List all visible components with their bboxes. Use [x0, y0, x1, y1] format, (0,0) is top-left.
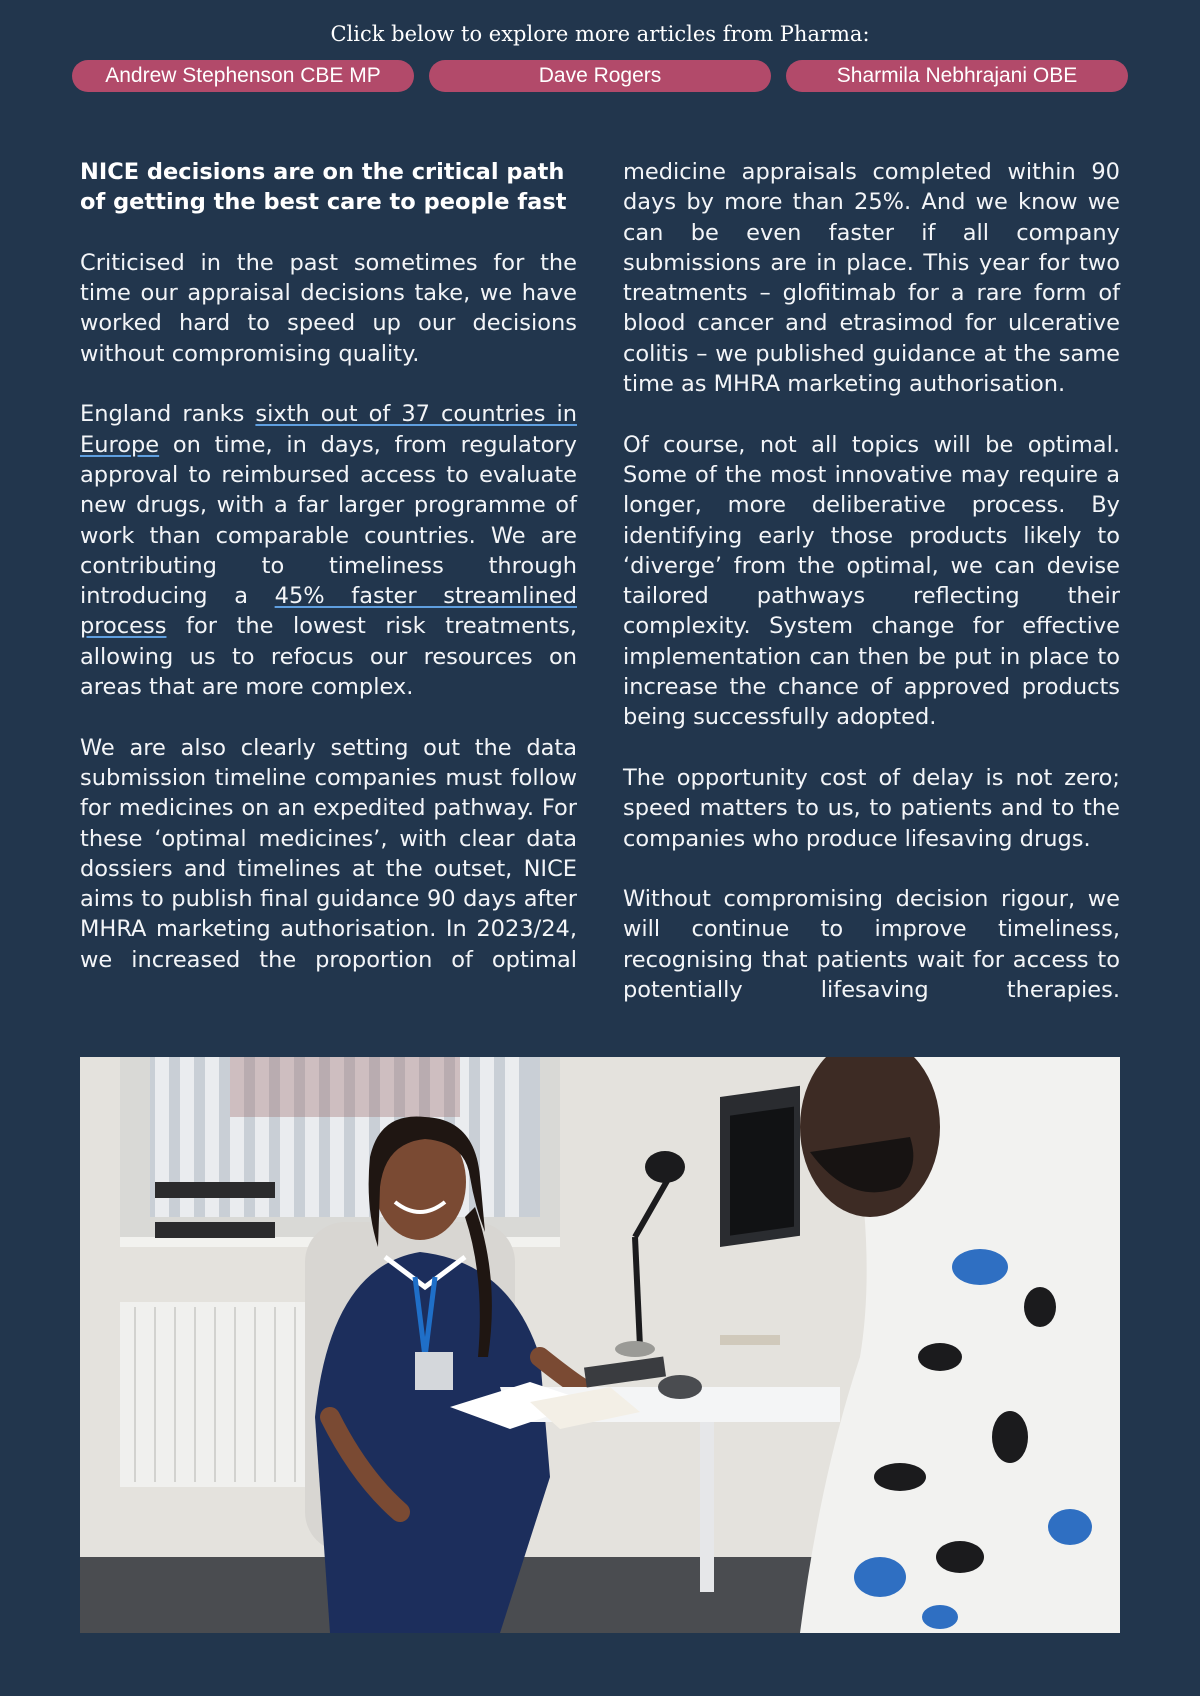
- article-link-sharmila-nebhrajani[interactable]: Sharmila Nebhrajani OBE: [786, 60, 1128, 92]
- paragraph-without-compromising: Without compromising decision rigour, we will continue to improve timeliness, recognising that patients wait for access to potentially lifesaving therapies.: [623, 886, 1120, 1004]
- section-heading: NICE decisions are on the critical path of getting the best care to people fast: [80, 159, 567, 216]
- explore-prompt: Click below to explore more articles from Pharma:: [330, 22, 870, 46]
- paragraph-opportunity-cost: The opportunity cost of delay is not zero; speed matters to us, to patients and to the companies who produce lifesaving drugs.: [623, 764, 1120, 852]
- article-column-right: [623, 157, 1120, 1005]
- paragraph-data-submission: We are also clearly setting out the data submission timeline companies must follow for medicines on an expedited pathway. For these ‘optimal medicines’, with clear data dossiers and timelines at the outset, NICE aims to publish final guidance 90 days after MHRA marketing authorisation. In 2023/24, we increased the proportion of optimal: [80, 734, 577, 973]
- consultation-photo-illustration: [80, 1057, 1120, 1633]
- link-sixth-out-of-37-countries[interactable]: sixth out of 37 countries in Europe: [80, 401, 578, 458]
- paragraph-england-ranks: [80, 399, 577, 702]
- article-link-andrew-stephenson[interactable]: Andrew Stephenson CBE MP: [72, 60, 414, 92]
- article-column-left: [80, 157, 577, 975]
- article-link-dave-rogers[interactable]: Dave Rogers: [429, 60, 771, 92]
- paragraph-not-all-topics: Of course, not all topics will be optimal. Some of the most innovative may require a longer, more deliberative process. By identifying early those products likely to ‘diverge’ from the optimal, we can devise tailored pathways reflecting their complexity. System change for effective implementation can then be put in place to increase the chance of approved products being successfully adopted.: [623, 431, 1120, 731]
- link-faster-streamlined-process[interactable]: 45% faster streamlined process: [80, 583, 577, 640]
- paragraph-medicine-appraisals: medicine appraisals completed within 90 days by more than 25%. And we know we can be even faster if all company submissions are in place. This year for two treatments – glofitimab for a rare form of blood cancer and etrasimod for ulcerative colitis – we published guidance at the same time as MHRA marketing authorisation.: [623, 159, 1120, 398]
- paragraph-text: for the lowest risk treatments, allowing us to refocus our resources on areas that are more complex.: [80, 613, 577, 701]
- paragraph-text: on time, in days, from regulatory approval to reimbursed access to evaluate new drugs, with a far larger programme of work than comparable countries. We are contributing to timeliness through introducing a: [80, 431, 577, 610]
- paragraph-criticised: Criticised in the past sometimes for the time our appraisal decisions take, we have worked hard to speed up our decisions without compromising quality.: [80, 249, 577, 367]
- related-articles-nav: [72, 60, 1128, 92]
- paragraph-text: England ranks: [80, 401, 256, 428]
- consultation-photo: [80, 1057, 1120, 1633]
